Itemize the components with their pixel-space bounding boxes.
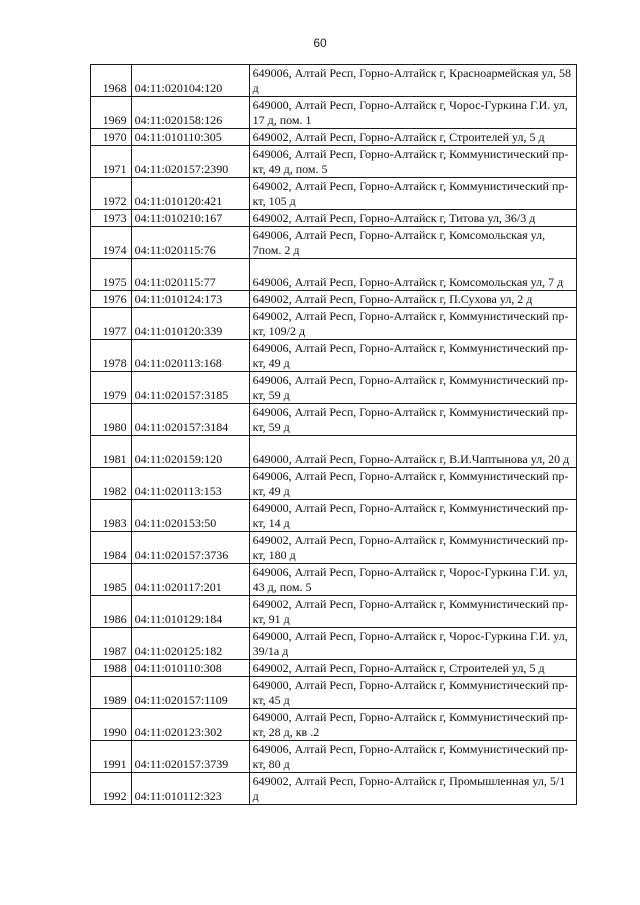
registry-table-body — [91, 65, 577, 805]
address: 649000, Алтай Респ, Горно-Алтайск г, Коммунистический пр-кт, 45 д — [249, 677, 576, 709]
cadastral-number: 04:11:020104:120 — [131, 65, 249, 97]
table-row — [91, 628, 577, 660]
address: 649006, Алтай Респ, Горно-Алтайск г, Комсомольская ул, 7 д — [249, 259, 576, 291]
address: 649006, Алтай Респ, Горно-Алтайск г, Красноармейская ул, 58 д — [249, 65, 576, 97]
property-registry-table — [90, 64, 577, 805]
table-row — [91, 259, 577, 291]
cadastral-number: 04:11:020115:77 — [131, 259, 249, 291]
cadastral-number: 04:11:020123:302 — [131, 709, 249, 741]
table-row — [91, 178, 577, 210]
row-number: 1973 — [91, 210, 132, 227]
row-number: 1980 — [91, 404, 132, 436]
address: 649006, Алтай Респ, Горно-Алтайск г, Чорос-Гуркина Г.И. ул, 43 д, пом. 5 — [249, 564, 576, 596]
address: 649002, Алтай Респ, Горно-Алтайск г, П.Сухова ул, 2 д — [249, 291, 576, 308]
cadastral-number: 04:11:020159:120 — [131, 436, 249, 468]
row-number: 1985 — [91, 564, 132, 596]
row-number: 1983 — [91, 500, 132, 532]
row-number: 1982 — [91, 468, 132, 500]
page-number: 60 — [313, 36, 327, 50]
row-number: 1976 — [91, 291, 132, 308]
address: 649002, Алтай Респ, Горно-Алтайск г, Коммунистический пр-кт, 180 д — [249, 532, 576, 564]
cadastral-number: 04:11:010110:308 — [131, 660, 249, 677]
cadastral-number: 04:11:020157:2390 — [131, 146, 249, 178]
cadastral-number: 04:11:020157:3739 — [131, 741, 249, 773]
table-row — [91, 372, 577, 404]
table-row — [91, 532, 577, 564]
row-number: 1992 — [91, 773, 132, 805]
address: 649002, Алтай Респ, Горно-Алтайск г, Промышленная ул, 5/1 д — [249, 773, 576, 805]
address: 649006, Алтай Респ, Горно-Алтайск г, Коммунистический пр-кт, 49 д, пом. 5 — [249, 146, 576, 178]
row-number: 1979 — [91, 372, 132, 404]
cadastral-number: 04:11:020117:201 — [131, 564, 249, 596]
address: 649002, Алтай Респ, Горно-Алтайск г, Строителей ул, 5 д — [249, 129, 576, 146]
address: 649000, Алтай Респ, Горно-Алтайск г, Чорос-Гуркина Г.И. ул, 39/1а д — [249, 628, 576, 660]
table-row — [91, 564, 577, 596]
row-number: 1988 — [91, 660, 132, 677]
table-row — [91, 97, 577, 129]
cadastral-number: 04:11:010129:184 — [131, 596, 249, 628]
table-row — [91, 291, 577, 308]
cadastral-number: 04:11:010210:167 — [131, 210, 249, 227]
table-row — [91, 146, 577, 178]
cadastral-number: 04:11:010120:421 — [131, 178, 249, 210]
cadastral-number: 04:11:020157:3185 — [131, 372, 249, 404]
cadastral-number: 04:11:020125:182 — [131, 628, 249, 660]
table-row — [91, 468, 577, 500]
row-number: 1970 — [91, 129, 132, 146]
cadastral-number: 04:11:020113:153 — [131, 468, 249, 500]
row-number: 1974 — [91, 227, 132, 259]
row-number: 1968 — [91, 65, 132, 97]
address: 649006, Алтай Респ, Горно-Алтайск г, Коммунистический пр-кт, 80 д — [249, 741, 576, 773]
address: 649006, Алтай Респ, Горно-Алтайск г, Комсомольская ул, 7пом. 2 д — [249, 227, 576, 259]
address: 649002, Алтай Респ, Горно-Алтайск г, Коммунистический пр-кт, 91 д — [249, 596, 576, 628]
address: 649000, Алтай Респ, Горно-Алтайск г, Чорос-Гуркина Г.И. ул, 17 д, пом. 1 — [249, 97, 576, 129]
cadastral-number: 04:11:020157:3736 — [131, 532, 249, 564]
row-number: 1978 — [91, 340, 132, 372]
address: 649000, Алтай Респ, Горно-Алтайск г, Коммунистический пр-кт, 14 д — [249, 500, 576, 532]
address: 649002, Алтай Респ, Горно-Алтайск г, Коммунистический пр-кт, 109/2 д — [249, 308, 576, 340]
address: 649006, Алтай Респ, Горно-Алтайск г, Коммунистический пр-кт, 59 д — [249, 372, 576, 404]
address: 649006, Алтай Респ, Горно-Алтайск г, Коммунистический пр-кт, 59 д — [249, 404, 576, 436]
row-number: 1984 — [91, 532, 132, 564]
table-row — [91, 340, 577, 372]
cadastral-number: 04:11:020157:1109 — [131, 677, 249, 709]
row-number: 1991 — [91, 741, 132, 773]
table-row — [91, 210, 577, 227]
row-number: 1989 — [91, 677, 132, 709]
table-row — [91, 308, 577, 340]
table-row — [91, 709, 577, 741]
row-number: 1977 — [91, 308, 132, 340]
address: 649002, Алтай Респ, Горно-Алтайск г, Коммунистический пр-кт, 105 д — [249, 178, 576, 210]
cadastral-number: 04:11:010120:339 — [131, 308, 249, 340]
cadastral-number: 04:11:020113:168 — [131, 340, 249, 372]
table-row — [91, 773, 577, 805]
cadastral-number: 04:11:010124:173 — [131, 291, 249, 308]
row-number: 1975 — [91, 259, 132, 291]
row-number: 1969 — [91, 97, 132, 129]
row-number: 1987 — [91, 628, 132, 660]
table-row — [91, 404, 577, 436]
table-row — [91, 596, 577, 628]
row-number: 1986 — [91, 596, 132, 628]
row-number: 1972 — [91, 178, 132, 210]
table-row — [91, 741, 577, 773]
cadastral-number: 04:11:020115:76 — [131, 227, 249, 259]
table-row — [91, 677, 577, 709]
table-row — [91, 65, 577, 97]
row-number: 1971 — [91, 146, 132, 178]
row-number: 1981 — [91, 436, 132, 468]
cadastral-number: 04:11:020158:126 — [131, 97, 249, 129]
cadastral-number: 04:11:010110:305 — [131, 129, 249, 146]
cadastral-number: 04:11:020157:3184 — [131, 404, 249, 436]
cadastral-number: 04:11:020153:50 — [131, 500, 249, 532]
address: 649006, Алтай Респ, Горно-Алтайск г, Коммунистический пр-кт, 49 д — [249, 340, 576, 372]
table-row — [91, 436, 577, 468]
address: 649002, Алтай Респ, Горно-Алтайск г, Строителей ул, 5 д — [249, 660, 576, 677]
address: 649006, Алтай Респ, Горно-Алтайск г, Коммунистический пр-кт, 49 д — [249, 468, 576, 500]
row-number: 1990 — [91, 709, 132, 741]
cadastral-number: 04:11:010112:323 — [131, 773, 249, 805]
address: 649000, Алтай Респ, Горно-Алтайск г, В.И.Чаптынова ул, 20 д — [249, 436, 576, 468]
address: 649002, Алтай Респ, Горно-Алтайск г, Титова ул, 36/3 д — [249, 210, 576, 227]
address: 649000, Алтай Респ, Горно-Алтайск г, Коммунистический пр-кт, 28 д, кв .2 — [249, 709, 576, 741]
table-row — [91, 227, 577, 259]
table-row — [91, 660, 577, 677]
table-row — [91, 129, 577, 146]
table-row — [91, 500, 577, 532]
